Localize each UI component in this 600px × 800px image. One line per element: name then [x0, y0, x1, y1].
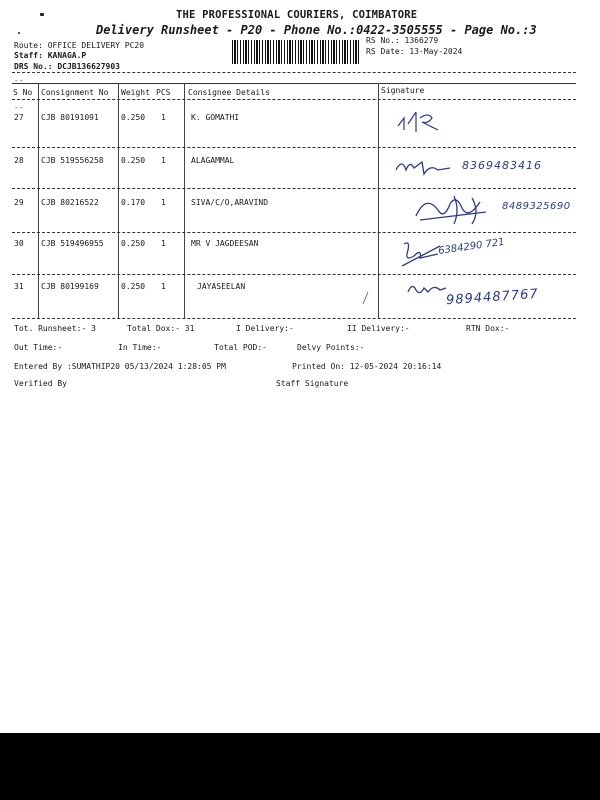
row-pcs: 1 [161, 239, 166, 248]
company-title: THE PROFESSIONAL COURIERS, COIMBATORE [176, 9, 418, 21]
scan-speck [40, 13, 44, 16]
entered-by: Entered By :SUMATHIP20 05/13/2024 1:28:05 PM [14, 362, 226, 371]
column-rule [118, 83, 119, 319]
row-consignment: CJB 519556258 [41, 156, 104, 165]
row-weight: 0.250 [121, 113, 146, 122]
column-rule [378, 83, 379, 319]
row-consignment: CJB 80216522 [41, 198, 99, 207]
row-sno: 31 [14, 282, 24, 291]
rs-number: RS No.: 1366279 [366, 36, 439, 45]
printed-on: Printed On: 12-05-2024 20:16:14 [292, 362, 442, 371]
row-sno: 29 [14, 198, 24, 207]
col-header-consignee: Consignee Details [188, 88, 270, 97]
ii-delivery: II Delivery:- [347, 324, 410, 333]
row-consignee: K. GOMATHI [191, 113, 240, 122]
row-weight: 0.250 [121, 239, 146, 248]
staff-label: Staff: KANAGA.P [14, 51, 87, 60]
total-dox: Total Dox:- 31 [127, 324, 195, 333]
divider [12, 99, 576, 100]
divider [12, 72, 576, 73]
delvy-points: Delvy Points:- [297, 343, 365, 352]
total-pod: Total POD:- [214, 343, 267, 352]
row-pcs: 1 [161, 282, 166, 291]
row-pcs: 1 [161, 113, 166, 122]
col-header-consignment: Consignment No [41, 88, 109, 97]
row-sno: 30 [14, 239, 24, 248]
row-pcs: 1 [161, 156, 166, 165]
column-rule [38, 83, 39, 319]
col-header-signature: Signature [381, 86, 425, 95]
row-pcs: 1 [161, 198, 166, 207]
divider [12, 147, 576, 148]
row-weight: 0.250 [121, 156, 146, 165]
out-time: Out Time:- [14, 343, 63, 352]
scan-edge-bar [0, 733, 600, 800]
handwritten-signature [392, 152, 456, 180]
scan-speck [18, 32, 20, 34]
handwritten-signature [398, 236, 444, 272]
row-consignee: SIVA/C/O,ARAVIND [191, 198, 269, 207]
total-runsheet: Tot. Runsheet:- 3 [14, 324, 96, 333]
handwritten-signature [410, 190, 500, 230]
handwritten-phone: 8489325690 [502, 201, 571, 212]
row-consignee: MR V JAGDEESAN [191, 239, 259, 248]
row-sno: 28 [14, 156, 24, 165]
row-sno: 27 [14, 113, 24, 122]
staff-signature: Staff Signature [276, 379, 349, 388]
row-weight: 0.170 [121, 198, 146, 207]
row-consignment: CJB 80199169 [41, 282, 99, 291]
rs-date: RS Date: 13-May-2024 [366, 47, 463, 56]
divider [12, 83, 576, 84]
drs-number: DRS No.: DCJB136627903 [14, 62, 120, 71]
row-consignment: CJB 80191091 [41, 113, 99, 122]
divider [12, 188, 576, 189]
rtn-dox: RTN Dox:- [466, 324, 510, 333]
i-delivery: I Delivery:- [236, 324, 294, 333]
handwritten-phone: 8369483416 [462, 159, 542, 172]
runsheet-subtitle: Delivery Runsheet - P20 - Phone No.:0422-3505555 - Page No.:3 [96, 23, 537, 37]
divider [12, 318, 576, 319]
verified-by: Verified By [14, 379, 67, 388]
tick-mark: -- [14, 76, 24, 85]
barcode-image [232, 40, 360, 64]
in-time: In Time:- [118, 343, 162, 352]
divider [12, 232, 576, 233]
route-label: Route: OFFICE DELIVERY PC20 [14, 41, 145, 50]
row-consignment: CJB 519496955 [41, 239, 104, 248]
row-consignee: ALAGAMMAL [191, 156, 235, 165]
col-header-pcs: PCS [156, 88, 171, 97]
divider [12, 274, 576, 275]
col-header-weight: Weight [121, 88, 150, 97]
pen-stroke [360, 290, 370, 306]
handwritten-signature [404, 276, 448, 300]
handwritten-phone: 6384290 721 [437, 236, 506, 257]
column-rule [184, 83, 185, 319]
row-consignee: JAYASEELAN [197, 282, 246, 291]
handwritten-signature [394, 104, 454, 138]
tick-mark: -- [14, 103, 24, 112]
col-header-sno: S No [13, 88, 33, 97]
handwritten-phone: 9894487767 [445, 286, 540, 309]
row-weight: 0.250 [121, 282, 146, 291]
